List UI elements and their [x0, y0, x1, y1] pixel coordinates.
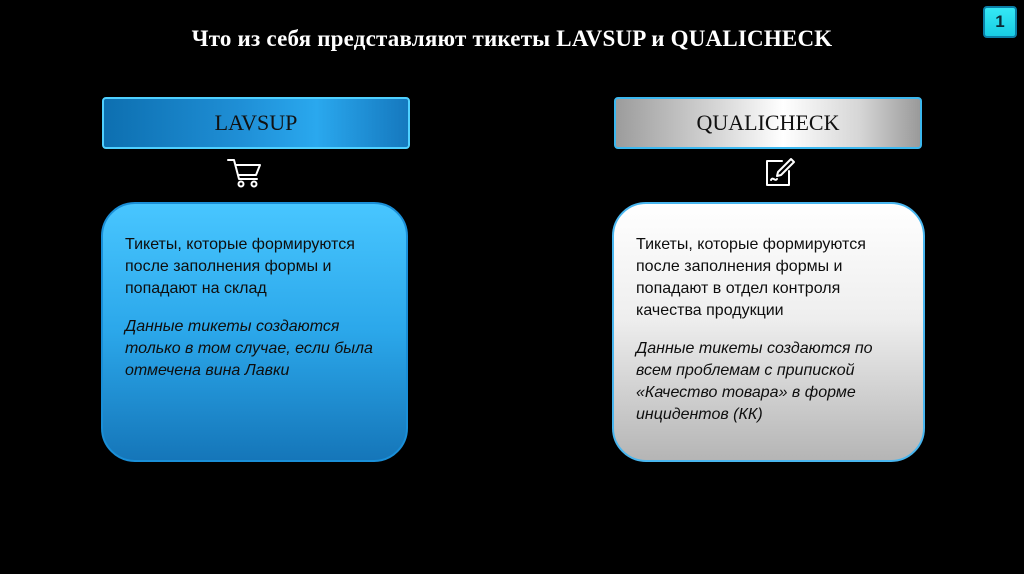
qualicheck-card: [612, 202, 925, 462]
lavsup-header: LAVSUP: [102, 97, 410, 149]
cart-icon: [225, 155, 265, 191]
page-number-badge: 1: [983, 6, 1017, 38]
lavsup-card: [101, 202, 408, 462]
qualicheck-header: QUALICHECK: [614, 97, 922, 149]
edit-document-icon: [758, 155, 798, 191]
slide-title: Что из себя представляют тикеты LAVSUP и QUALICHECK: [191, 26, 833, 51]
lavsup-description: Тикеты, которые формируются после заполнения формы и попадают на склад: [125, 236, 355, 297]
lavsup-note: Данные тикеты создаются только в том случае, если была отмечена вина Лавки: [125, 318, 373, 379]
qualicheck-description: Тикеты, которые формируются после заполнения формы и попадают в отдел контроля качества продукции: [636, 236, 866, 319]
qualicheck-note: Данные тикеты создаются по всем проблемам с припиской «Качество товара» в форме инцидентов (КК): [636, 340, 873, 423]
